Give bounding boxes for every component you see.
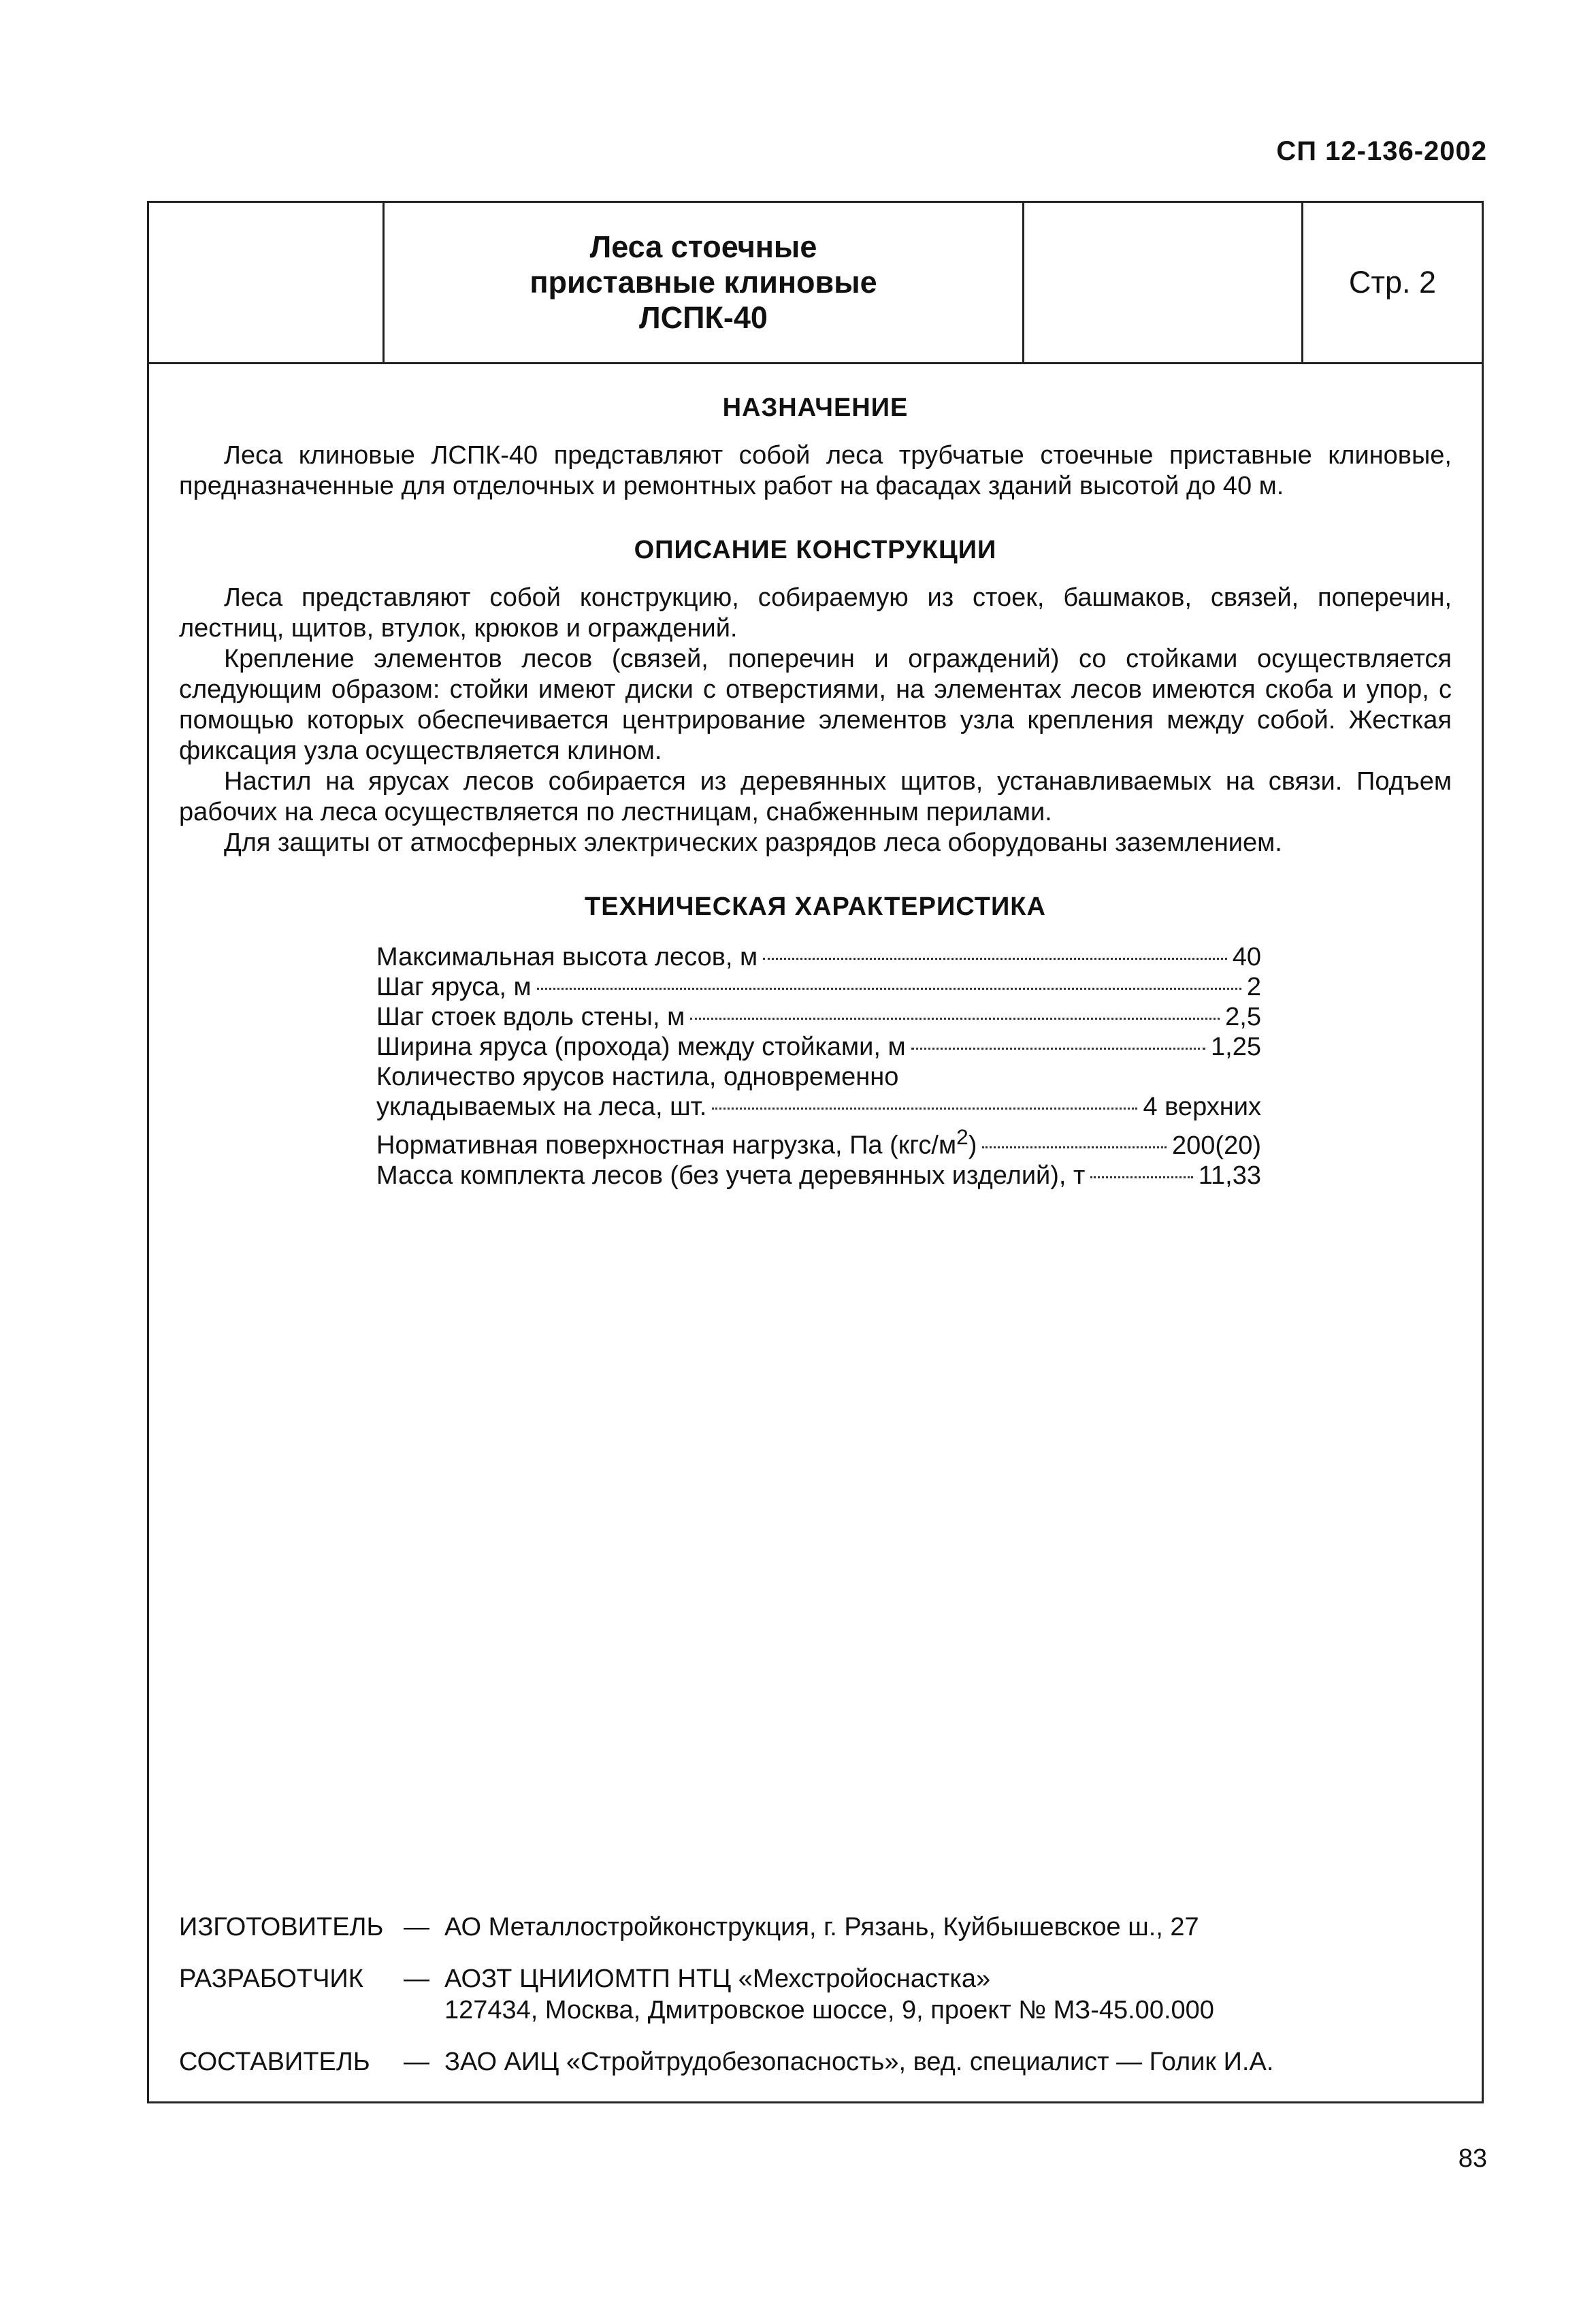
credit-manufacturer [179,1911,1452,1943]
spec-label-text: Нормативная поверхностная нагрузка, Па (кгс/м [376,1131,957,1160]
credit-org: ЗАО АИЦ «Стройтрудобезопасность», вед. специалист — Голик И.А. [444,2048,1274,2076]
spec-label: Масса комплекта лесов (без учета деревянных изделий), т [376,1161,1086,1190]
spec-value: 1,25 [1211,1033,1261,1061]
construction-heading: ОПИСАНИЕ КОНСТРУКЦИИ [634,536,997,564]
spec-label: Шаг яруса, м [376,973,532,1001]
document-body [179,362,1452,1191]
credit-role: СОСТАВИТЕЛЬ [179,2048,370,2076]
purpose-heading: НАЗНАЧЕНИЕ [722,393,909,422]
spec-row-deck-tiers-line-2 [376,1092,1261,1122]
spec-value: 40 [1232,943,1261,971]
title-block-empty-cell-left [149,203,385,362]
credit-org-line-1: АОЗТ ЦНИИОМТП НТЦ «Мехстройоснастка» [444,1965,991,1993]
specs-heading: ТЕХНИЧЕСКАЯ ХАРАКТЕРИСТИКА [585,892,1046,921]
spec-value: 11,33 [1198,1161,1261,1190]
spec-label: укладываемых на леса, шт. [376,1093,707,1121]
credit-org: АО Металлостройконструкция, г. Рязань, Куйбышевское ш., 27 [444,1913,1199,1941]
credit-dash: — [404,1913,429,1941]
leader-dots [763,958,1227,960]
spec-value: 2,5 [1225,1003,1261,1031]
construction-paragraph-4: Для защиты от атмосферных электрических разрядов леса оборудованы заземлением. [224,828,1282,857]
construction-paragraph-1: Леса представляют собой конструкцию, собираемую из стоек, башмаков, связей, поперечин, лестниц, щитов, втулок, крюков и ограждений. [179,583,1452,643]
credit-role: ИЗГОТОВИТЕЛЬ [179,1913,384,1941]
leader-dots [537,988,1241,990]
spec-value: 200(20) [1172,1131,1261,1160]
spec-row-kit-mass [376,1161,1261,1191]
credit-role: РАЗРАБОТЧИК [179,1965,363,1993]
document-frame [147,201,1484,2103]
page-number: 83 [1458,2144,1487,2173]
spec-label: Ширина яруса (прохода) между стойками, м [376,1033,906,1061]
leader-dots [911,1048,1205,1050]
spec-value: 4 верхних [1143,1093,1261,1121]
spec-row-max-height [376,942,1261,972]
spec-row-surface-load [376,1122,1261,1161]
spec-label [376,1122,977,1161]
credit-dash: — [404,1965,429,1993]
spec-label: Шаг стоек вдоль стены, м [376,1003,685,1031]
spec-label-close: ) [968,1131,977,1160]
product-title-line-3: ЛСПК-40 [639,300,768,335]
credit-org [444,1963,1452,2026]
spec-label: Максимальная высота лесов, м [376,943,758,971]
credit-developer [179,1963,1452,2026]
leader-dots [690,1018,1220,1020]
purpose-text: Леса клиновые ЛСПК-40 представляют собой леса трубчатые стоечные приставные клиновые, предназначенные для отделочных и ремонтных работ на фасадах зданий высотой до 40 м. [179,441,1452,500]
title-block-empty-cell-right [1024,203,1303,362]
product-title-line-2: приставные клиновые [530,265,877,300]
credit-org-line-2: 127434, Москва, Дмитровское шоссе, 9, проект № МЗ-45.00.000 [444,1996,1214,2024]
construction-paragraph-2: Крепление элементов лесов (связей, поперечин и ограждений) со стойками осуществляется следующим образом: стойки имеют диски с отверстиями, на элементах лесов имеются скоба и упор, с помощью которых обеспечивается центрирование элементов узла крепления между собой. Жесткая фиксация узла осуществляется клином. [179,645,1452,765]
product-title-line-1: Леса стоечные [589,229,817,264]
specs-list [376,942,1261,1191]
page-label: Стр. 2 [1348,265,1437,300]
leader-dots [982,1146,1167,1148]
document-code: СП 12-136-2002 [1276,136,1487,166]
spec-row-tier-width [376,1032,1261,1062]
leader-dots [1090,1176,1192,1178]
spec-row-tier-step [376,972,1261,1002]
spec-row-post-spacing [376,1002,1261,1032]
title-block [149,203,1482,364]
spec-label: Количество ярусов настила, одновременно [376,1063,899,1091]
spec-value: 2 [1246,973,1261,1001]
product-title [385,203,1024,362]
leader-dots [712,1108,1137,1110]
credit-dash: — [404,2048,429,2076]
construction-paragraph-3: Настил на ярусах лесов собирается из деревянных щитов, устанавливаемых на связи. Подъем рабочих на леса осуществляется по лестницам, снабженным перилами. [179,767,1452,826]
credit-compiler [179,2046,1452,2078]
superscript: 2 [956,1125,968,1149]
credits-block [179,1911,1452,2098]
spec-row-deck-tiers-line-1 [376,1062,1261,1092]
